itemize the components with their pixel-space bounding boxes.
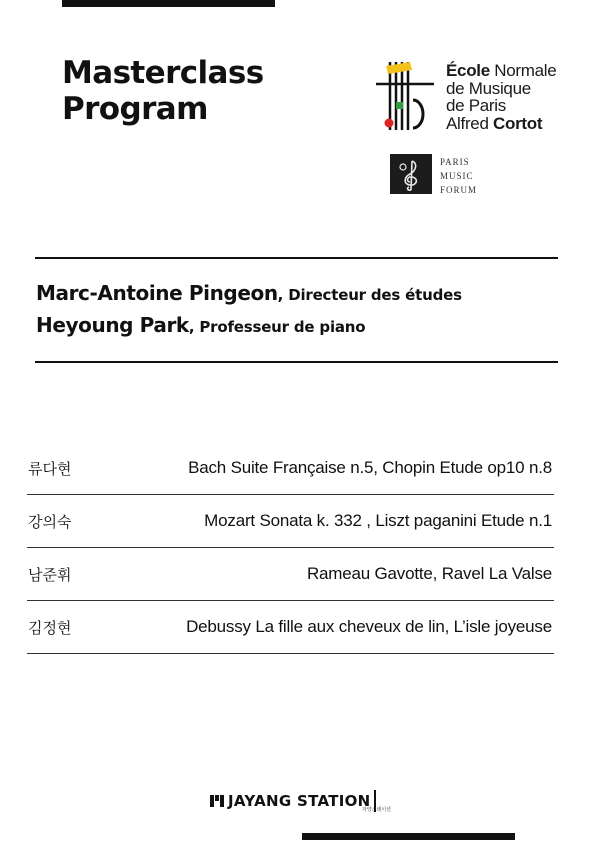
forum-line1: PARIS (440, 157, 470, 167)
program-row (27, 495, 554, 548)
faculty-top-divider (35, 257, 558, 259)
page-title (62, 55, 264, 127)
faculty-member (36, 313, 365, 337)
program-pieces: Debussy La fille aux cheveux de lin, L’isle joyeuse (186, 617, 552, 636)
program-row (27, 601, 554, 654)
faculty-bottom-divider (35, 361, 558, 363)
paris-music-forum-text (440, 155, 477, 197)
forum-line3: FORUM (440, 185, 478, 195)
ecole-normale-logo-text (446, 62, 556, 132)
sponsor-logo (210, 788, 391, 814)
top-accent-bar (62, 0, 275, 7)
program-pieces: Bach Suite Française n.5, Chopin Etude op10 n.8 (188, 458, 552, 477)
treble-clef-icon (394, 157, 428, 191)
ecole-line1-rest: Normale (489, 61, 557, 80)
student-name: 류다현 (28, 459, 72, 478)
paris-music-forum-logo (390, 154, 432, 194)
program-list (27, 442, 554, 654)
title-line-1: Masterclass (62, 55, 264, 91)
faculty-name: Heyoung Park (36, 313, 189, 337)
student-name: 남준휘 (28, 565, 72, 584)
forum-line2: MUSIC (440, 171, 474, 181)
faculty-member (36, 281, 462, 305)
jayang-logo-icon (210, 794, 224, 808)
faculty-role: , Directeur des études (277, 286, 462, 304)
bottom-accent-bar (302, 833, 515, 840)
staff-emblem-icon (376, 60, 438, 132)
student-name: 강의숙 (28, 512, 72, 531)
program-row (27, 548, 554, 601)
title-line-2: Program (62, 91, 208, 127)
faculty-name: Marc-Antoine Pingeon (36, 281, 278, 305)
sponsor-subtitle: 자양스테이션 (362, 807, 391, 813)
ecole-line4-bold: Cortot (493, 113, 543, 133)
ecole-line2: de Musique (446, 78, 531, 98)
faculty-role: , Professeur de piano (188, 318, 366, 336)
ecole-line1-bold: École (446, 61, 490, 80)
student-name: 김정현 (28, 618, 72, 637)
program-row (27, 442, 554, 495)
ecole-line4-rest: Alfred (446, 113, 494, 133)
program-pieces: Mozart Sonata k. 332 , Liszt paganini Etude n.1 (204, 511, 552, 530)
sponsor-name: JAYANG STATION (228, 792, 371, 810)
ecole-line3: de Paris (446, 96, 506, 115)
program-pieces: Rameau Gavotte, Ravel La Valse (306, 564, 552, 583)
